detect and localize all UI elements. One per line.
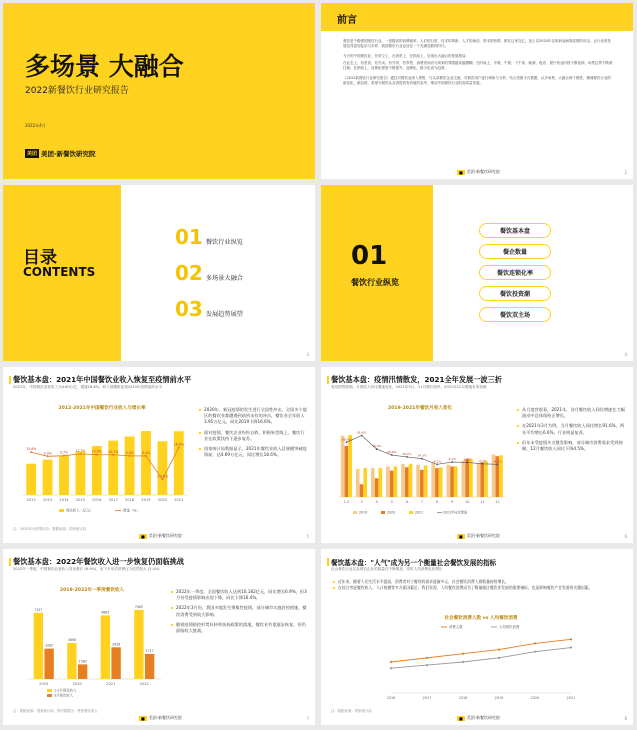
slide-revenue-recovery[interactable]: [3, 367, 315, 543]
data-label: 13.6%: [26, 447, 37, 452]
chart-title: 2012-2021年中国餐饮行业收入与增长率: [58, 406, 146, 411]
footer-brand: ■ 美团·新餐饮研究院: [141, 715, 183, 721]
x-tick-label: 6: [405, 500, 408, 504]
bar: [454, 466, 458, 497]
bullet-list: [517, 407, 625, 456]
footer-brand: ■ 美团·新餐饮研究院: [459, 533, 501, 539]
data-label: 20.2%: [402, 451, 412, 456]
toc-item[interactable]: 01 餐饮行业纵览: [175, 225, 243, 249]
data-label: 3428: [112, 642, 121, 647]
data-label: 9.7%: [59, 450, 69, 455]
x-tick-label: 2013: [43, 498, 53, 502]
page-number: 4: [624, 352, 627, 357]
title-accent: [327, 558, 329, 566]
bar: [484, 461, 488, 497]
bar: [386, 466, 390, 497]
bar: [111, 647, 120, 679]
bar: [134, 610, 143, 679]
cover-brand: [25, 149, 96, 158]
legend-swatch: [47, 689, 52, 692]
bar: [157, 441, 167, 495]
data-label: -4.5%: [493, 459, 502, 464]
footer-brand: ■ 美团·新餐饮研究院: [459, 169, 501, 175]
page-number: 5: [306, 534, 309, 539]
bullet-item: 在2021年3月为例，当月餐饮收入同比增长91.6%，两年平均增长6.6%，行业明显复苏。: [517, 423, 625, 435]
data-label: 68.9%: [341, 437, 352, 442]
x-tick-label: 8: [436, 500, 439, 504]
bar: [345, 446, 349, 497]
x-tick-label: 2022: [139, 682, 149, 686]
footer-logo-icon: ■: [141, 533, 145, 539]
bar: [348, 435, 352, 497]
bar: [174, 431, 184, 495]
bar: [435, 468, 439, 497]
bar: [371, 468, 375, 497]
bar: [360, 484, 364, 497]
growth-point: [346, 441, 348, 443]
x-tick-label: 4: [375, 500, 378, 504]
slide-popularity-index[interactable]: [321, 549, 633, 725]
data-label: 6883: [101, 610, 110, 615]
bar: [477, 463, 481, 497]
bar: [145, 654, 154, 679]
title-accent: [9, 558, 11, 566]
preface-paragraph: 今天的中国餐饮业，在时空上、在场景上、在供给上，呈现出大融合的发展格局：: [343, 54, 469, 58]
legend-label: 3月餐饮收入: [54, 693, 74, 698]
slide-preface[interactable]: [321, 3, 633, 179]
bar: [379, 468, 383, 497]
x-tick-label: 2012: [26, 498, 36, 502]
x-tick-label: 2017: [422, 696, 432, 700]
page-number: 6: [624, 534, 627, 539]
x-tick-label: 2020: [157, 498, 167, 502]
series-point: [390, 661, 392, 663]
bar: [409, 464, 413, 497]
x-tick-label: 2020: [72, 682, 82, 686]
legend-label: 餐饮收入（亿元）: [66, 508, 94, 513]
growth-point: [145, 455, 147, 457]
data-label: 46.4%: [371, 444, 382, 449]
series-line: [391, 648, 571, 669]
bar: [390, 471, 394, 497]
data-label: 14.3%: [417, 453, 427, 458]
bar: [67, 643, 76, 679]
legend-label: 1-2月餐饮收入: [54, 688, 77, 693]
growth-point: [30, 451, 32, 453]
section-tag[interactable]: 餐饮连锁化率: [479, 265, 551, 280]
slide-title: 餐饮基本盘：2022年餐饮收入进一步恢复仍面临挑战: [13, 557, 184, 566]
bullet-list: [333, 579, 623, 594]
x-tick-label: 2019: [39, 682, 49, 686]
x-tick-label: 2019: [141, 498, 151, 502]
slide-section-01[interactable]: [321, 185, 633, 361]
footer-logo-icon: ■: [459, 533, 463, 539]
toc-item[interactable]: 03 发展趋势展望: [175, 297, 243, 321]
growth-point: [421, 458, 423, 460]
data-note: 注：数据来源：国家统计局: [331, 709, 372, 713]
series-point: [462, 661, 464, 663]
series-point: [426, 657, 428, 659]
legend-label: 2021: [415, 510, 424, 515]
chart-popularity-trend: [381, 623, 581, 707]
cover-date: 2022年4月: [25, 123, 46, 128]
chart-title: 2019-2022年一季度餐饮收入: [59, 588, 125, 593]
data-label: 7465: [134, 604, 143, 609]
slide-subtitle: 受疫情等影响，月度收入同比增速变化，2021年3月、11月增长较快，2021年12月增速有所放缓: [331, 385, 487, 389]
section-tag[interactable]: 餐饮投资潮: [479, 286, 551, 301]
preface-paragraph: 餐饮是个极强的刚性行业。一是极高的消费频率，人们的日常、技术的革新、人才的流动，资本的热情，都在这里交汇。加上自2020年以来新冠病毒疫情的冲击，让行业的发展变得更加复杂与多样，我国餐饮行业也处在一个充满变数的时代。: [343, 39, 611, 48]
legend-label: 2020: [387, 510, 396, 515]
data-label: 9.5%: [125, 450, 134, 455]
bar: [480, 462, 484, 497]
bar: [101, 615, 110, 679]
bar: [108, 441, 118, 495]
slide-title: 餐饮基本盘：疫情汛情散发，2021全年发展一波三折: [331, 375, 502, 384]
bullet-item: 面对疫情，餐饮企业纷纷自救，积极转型线上，餐饮行业在政策扶持下逐步复苏。: [199, 430, 307, 442]
bullet-item: 国家统计局数据显示，2021年餐饮业收入总规模突破疫情前，达4.69万亿元，同比增长18.6%。: [199, 446, 307, 458]
toc-item[interactable]: 02 多场景大融合: [175, 261, 243, 285]
bar: [394, 466, 398, 497]
data-label: 10.7%: [108, 449, 119, 454]
cover-subtitle: 2022新餐饮行业研究报告: [25, 86, 129, 96]
data-label: 3282: [45, 643, 54, 648]
bar: [462, 460, 466, 497]
data-label: 9.0%: [43, 451, 52, 456]
cover-title: 多场景 大融合: [25, 52, 184, 81]
x-tick-label: 2015: [75, 498, 85, 502]
growth-point: [161, 478, 163, 480]
x-tick-label: 2016: [92, 498, 102, 502]
series-point: [570, 646, 572, 648]
section-tag[interactable]: 餐企数量: [479, 244, 551, 259]
slide-2022-challenges[interactable]: [3, 549, 315, 725]
footer-logo-icon: ■: [459, 715, 463, 721]
bar: [424, 466, 428, 497]
bar: [420, 470, 424, 497]
bullet-list: [171, 589, 307, 638]
data-note: 注：2020年为疫情年份；数据来源：国家统计局: [13, 527, 87, 531]
bullet-item: 2022年3月份，我国多地发生聚集性疫情，部分城市实施封控措施，餐饮消费受到较大影响。: [171, 605, 307, 617]
x-tick-label: 2020: [530, 696, 540, 700]
growth-point: [178, 447, 180, 449]
data-label: 26.6%: [387, 450, 397, 455]
growth-point: [47, 455, 49, 457]
growth-point: [481, 463, 483, 465]
bar: [43, 460, 53, 495]
chart-title: 2019-2021年餐饮月收入变化: [387, 406, 453, 411]
bar: [125, 437, 135, 495]
slide-title: 餐饮基本盘："人气"成为另一个衡量社会餐饮发展的指标: [331, 559, 497, 567]
legend-swatch: [47, 694, 52, 697]
data-label: 2.0%: [463, 457, 472, 462]
bar: [401, 464, 405, 497]
footer-brand: ■ 美团·新餐饮研究院: [459, 715, 501, 721]
series-point: [498, 649, 500, 651]
data-label: -4.5%: [432, 459, 442, 464]
toc-title-cn: 目录: [23, 248, 57, 268]
series-point: [498, 657, 500, 659]
chart-title: 社会餐饮消费人数 vs 人均餐饮消费: [444, 616, 518, 621]
legend-label: 2019: [359, 510, 368, 515]
preface-header-band: [321, 3, 633, 31]
legend-swatch: [409, 511, 413, 514]
x-tick-label: 11: [480, 500, 485, 504]
x-tick-label: 3: [360, 500, 363, 504]
bullet-item: 2020年，新冠疫情的发生进行全国性冲击，全国多个地区的餐饮业都遭遇到前所未有的冲击，餐饮业全年收入3.95万亿元，同比2019下降16.6%。: [199, 407, 307, 426]
chart-revenue-growth: [15, 413, 191, 517]
x-tick-label: 2021: [174, 498, 184, 502]
legend-label: 增速（%）: [123, 508, 140, 513]
bar: [59, 456, 69, 495]
x-tick-label: 1-2: [343, 500, 350, 504]
chart-q1-revenue: [17, 595, 167, 701]
data-label: 91.6%: [356, 430, 367, 435]
preface-title: 前言: [337, 15, 357, 26]
data-note: 注：数据来源：国家统计局；图中数据为一季度餐饮收入: [13, 709, 98, 713]
data-label: 11.7%: [75, 448, 86, 453]
section-label: 餐饮行业纵览: [351, 278, 399, 287]
bar: [405, 467, 409, 497]
slide-subtitle: 社会餐饮行业以及餐饮企业的数量在不断增加，同时人均消费也在增长: [331, 567, 443, 571]
page-number: 3: [306, 352, 309, 357]
bullet-item: 在综合考虑餐饮收入、人口规模等多方面因素后，我们发现，人均餐饮消费成为了衡量地区餐饮业发展的重要指标，也是影响餐饮产业发展的关键因素。: [333, 585, 623, 590]
section-tag[interactable]: 餐饮双主场: [479, 307, 551, 322]
bullet-item: 从月度营收看，2021年，各月餐饮收入同比增速在大幅波动中总体保持正增长。: [517, 407, 625, 419]
bullet-item: 近年来，随着人们生活水平提高，消费者对于餐饮的需求逐渐多元，社会餐饮消费人群数量持续增长。: [333, 579, 623, 584]
bullet-item: 但年末受疫情多点散发影响，部分城市消费需求受到抑制，12月餐饮收入同比下降4.5%。: [517, 440, 625, 452]
x-tick-label: 2016: [386, 696, 396, 700]
bar: [44, 649, 53, 679]
slide-title: 餐饮基本盘：2021年中国餐饮业收入恢复至疫情前水平: [13, 375, 192, 384]
x-tick-label: 2017: [108, 498, 118, 502]
bar: [375, 478, 379, 497]
growth-point: [466, 462, 468, 464]
growth-point: [497, 463, 499, 465]
x-tick-label: 9: [451, 500, 454, 504]
growth-point: [391, 454, 393, 456]
series-point: [534, 651, 536, 653]
series-point: [426, 664, 428, 666]
bar: [416, 465, 420, 497]
growth-line: [347, 436, 498, 465]
footer-logo-icon: ■: [459, 169, 463, 175]
bullet-item: 2022年一季度，全国餐饮收入达到10,182亿元，同比增长6.9%，但3月份受疫情影响出现下降，同比下降16.4%。: [171, 589, 307, 601]
data-label: -2.7%: [478, 458, 487, 463]
bar: [431, 462, 435, 497]
footer-logo-icon: ■: [141, 715, 145, 721]
brand-text: 美团·新餐饮研究院: [41, 150, 96, 158]
x-tick-label: 2021: [566, 696, 576, 700]
page-number: 8: [624, 716, 627, 721]
slide-subtitle: 2022年一季度，中国餐饮业营收入同比增长 (6.9%)，但下半年的消费压力依然较大 (3.4%): [13, 567, 160, 571]
slide-cover[interactable]: [3, 3, 315, 179]
toc-title-en: CONTENTS: [23, 265, 96, 279]
page-number: 7: [306, 716, 309, 721]
bar: [78, 664, 87, 679]
legend-swatch: [381, 511, 385, 514]
x-tick-label: 2019: [494, 696, 504, 700]
legend-label: 人均餐饮消费: [499, 625, 520, 630]
growth-point: [79, 453, 81, 455]
bar: [469, 459, 473, 497]
series-point: [390, 667, 392, 669]
preface-paragraph: 在业态上，有堂食、有外卖、有外带、有零售，消费者到店与到家的界限越来越模糊；在时间上，早餐、午餐、下午茶、晚餐、夜宵，餐厅营业时段不断延伸，场景边界不断被打破；在供给上，连锁化程度不断提升，品牌化、数字化成为趋势。: [343, 61, 613, 70]
x-tick-label: 7: [420, 500, 424, 504]
toc-list: [175, 221, 243, 321]
bullet-item: 随着疫情防控形势好转和扶持政策的落地，餐饮业有望逐步恢复，但仍面临较大挑战。: [171, 622, 307, 634]
slide-toc[interactable]: [3, 185, 315, 361]
x-tick-label: 10: [465, 500, 470, 504]
data-label: 7157: [34, 607, 43, 612]
data-label: 3898: [67, 637, 76, 642]
growth-point: [451, 461, 453, 463]
brand-badge: 美团: [27, 151, 38, 157]
preface-paragraph: 《2022新餐饮行业研究报告》通过对餐饮业深入观察，与头部餐饮企业交流，对餐饮用户进行调研与分析，结合美团平台数据，从多场景、大融合两个维度，梳理餐饮行业的新变化、新趋势，希望为餐饮从业者提供有价值的参考，推动中国餐饮行业的高质量发展。: [343, 76, 611, 85]
legend-swatch: [59, 509, 64, 512]
bar: [356, 469, 360, 497]
x-tick-label: 2018: [458, 696, 468, 700]
data-label: 2717: [145, 648, 154, 653]
x-tick-label: 2014: [59, 498, 69, 502]
section-tags: [479, 223, 551, 322]
x-tick-label: 2021: [106, 682, 116, 686]
data-label: 3.1%: [448, 457, 456, 462]
preface-body: [343, 39, 613, 86]
bar: [439, 467, 443, 497]
section-number: 01: [351, 241, 388, 271]
legend-label: 2021年同比增速: [443, 510, 468, 515]
growth-point: [63, 455, 65, 457]
growth-point: [436, 463, 438, 465]
legend-swatch: [353, 511, 357, 514]
growth-point: [129, 455, 131, 457]
slide-monthly-revenue[interactable]: [321, 367, 633, 543]
data-label: 9.4%: [141, 450, 151, 455]
growth-point: [376, 448, 378, 450]
data-label: 18.6%: [173, 442, 184, 447]
bar: [446, 465, 450, 497]
x-tick-label: 5: [390, 500, 393, 504]
section-tag[interactable]: 餐饮基本盘: [479, 223, 551, 238]
x-tick-label: 2018: [125, 498, 135, 502]
data-label: 10.8%: [91, 449, 102, 454]
growth-point: [406, 456, 408, 458]
data-label: -16.6%: [156, 474, 169, 479]
data-label: 1580: [78, 659, 87, 664]
footer-brand: ■ 美团·新餐饮研究院: [141, 533, 183, 539]
page-number: 2: [624, 170, 627, 175]
title-accent: [9, 376, 11, 384]
series-point: [462, 653, 464, 655]
bar: [450, 466, 454, 497]
bar: [341, 436, 345, 497]
bullet-list: [199, 407, 307, 462]
x-tick-label: 12: [495, 500, 500, 504]
bar: [141, 431, 151, 495]
chart-monthly-revenue: [333, 413, 509, 519]
section-yellow-panel: [321, 185, 433, 361]
slide-subtitle: 2021年，中国餐饮业营收入为4.69万亿，增速18.6%，收入规模恢复到2019年疫情前的水平: [13, 385, 163, 389]
growth-point: [96, 454, 98, 456]
title-accent: [327, 376, 329, 384]
bar: [26, 464, 36, 495]
bar: [363, 468, 367, 497]
legend-label: 消费人数: [449, 625, 463, 630]
series-point: [534, 642, 536, 644]
series-point: [570, 638, 572, 640]
growth-point: [112, 454, 114, 456]
growth-point: [361, 435, 363, 437]
bar: [34, 613, 43, 679]
